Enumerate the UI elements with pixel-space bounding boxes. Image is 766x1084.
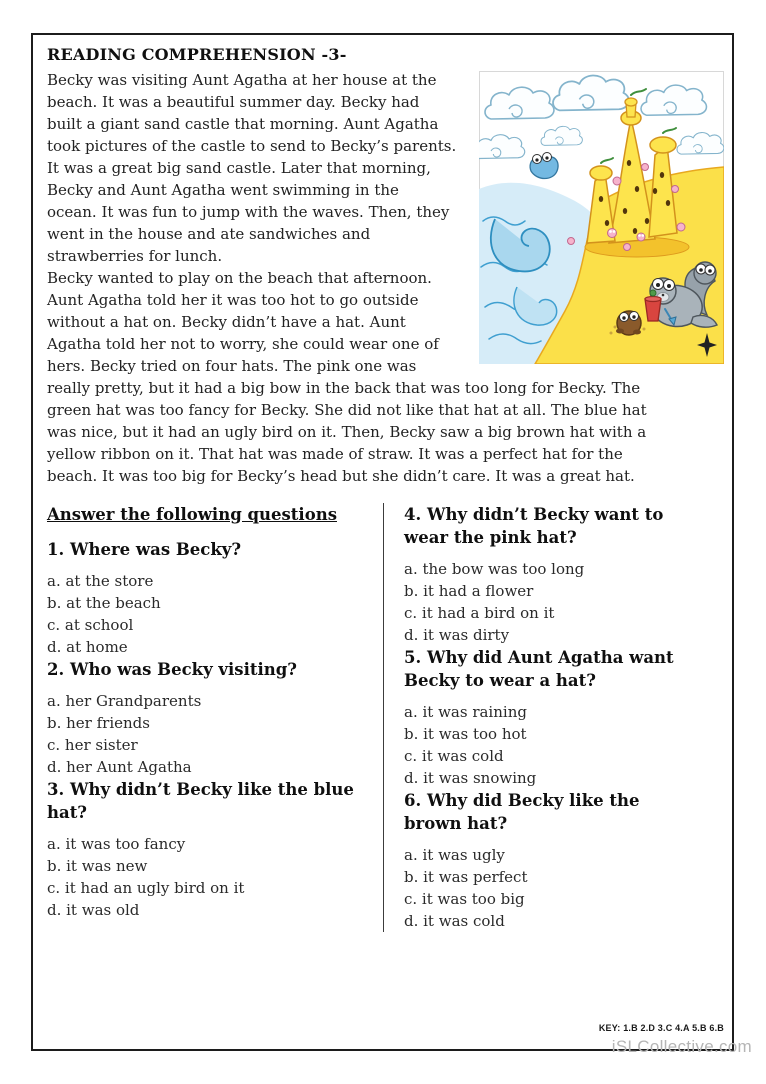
question-5-title: 5. Why did Aunt Agatha want Becky to wear a hat? (404, 648, 674, 690)
answer-key-values: 1.B 2.D 3.C 4.A 5.B 6.B (623, 1023, 724, 1033)
passage-line: Agatha told her not to worry, she could wear one of (47, 335, 439, 353)
passage-line: really pretty, but it had a big bow in the back that was too long for Becky. The (47, 379, 641, 397)
beach-sandcastle-illustration (479, 71, 724, 364)
question-3-option-d: d. it was old (47, 901, 140, 919)
question-6-option-a: a. it was ugly (404, 846, 505, 864)
answer-key-label: KEY: (598, 1023, 621, 1033)
passage-line: went in the house and ate sandwiches and (47, 225, 371, 243)
passage-line: yellow ribbon on it. That hat was made of straw. It was a perfect hat for the (47, 445, 623, 463)
question-1-option-b: b. at the beach (47, 594, 161, 612)
passage-line: ocean. It was fun to jump with the waves. Then, they (47, 203, 450, 221)
question-2-title: 2. Who was Becky visiting? (47, 660, 297, 679)
questions-heading: Answer the following questions (47, 505, 337, 524)
question-4-option-a: a. the bow was too long (404, 560, 585, 578)
question-3-title: 3. Why didn’t Becky like the blue hat? (47, 780, 354, 822)
passage-line: was nice, but it had an ugly bird on it. Then, Becky saw a big brown hat with a (47, 423, 647, 441)
question-5 (404, 646, 694, 789)
question-1 (47, 538, 371, 658)
passage-line: Becky was visiting Aunt Agatha at her house at the (47, 71, 437, 89)
worksheet-page (31, 33, 734, 1051)
passage-line: Aunt Agatha told her it was too hot to go outside (47, 291, 419, 309)
question-6-option-d: d. it was cold (404, 912, 505, 930)
question-4-option-d: d. it was dirty (404, 626, 510, 644)
passage-line: It was a great big sand castle. Later that morning, (47, 159, 431, 177)
watermark: iSLCollective.com (611, 1037, 752, 1056)
question-3-option-b: b. it was new (47, 857, 148, 875)
question-6-option-b: b. it was perfect (404, 868, 528, 886)
question-3-option-c: c. it had an ugly bird on it (47, 879, 245, 897)
passage-line: hers. Becky tried on four hats. The pink one was (47, 357, 417, 375)
question-1-title: 1. Where was Becky? (47, 540, 242, 559)
passage-line: strawberries for lunch. (47, 247, 223, 265)
question-3 (47, 778, 371, 921)
question-3-option-a: a. it was too fancy (47, 835, 186, 853)
question-4-title: 4. Why didn’t Becky want to wear the pink hat? (404, 505, 664, 547)
questions-column-right (384, 503, 718, 932)
passage-line: without a hat on. Becky didn’t have a hat. Aunt (47, 313, 406, 331)
question-2-option-a: a. her Grandparents (47, 692, 202, 710)
passage-line: green hat was too fancy for Becky. She did not like that hat at all. The blue hat (47, 401, 647, 419)
question-2-option-d: d. her Aunt Agatha (47, 758, 192, 776)
beach-illustration-svg (479, 71, 724, 364)
question-5-option-b: b. it was too hot (404, 725, 527, 743)
question-5-option-d: d. it was snowing (404, 769, 537, 787)
answer-key (599, 1023, 724, 1033)
question-1-option-a: a. at the store (47, 572, 154, 590)
passage-line: built a giant sand castle that morning. Aunt Agatha (47, 115, 439, 133)
worksheet-title: READING COMPREHENSION -3- (47, 45, 347, 64)
passage-line: took pictures of the castle to send to Becky’s parents. (47, 137, 457, 155)
question-4 (404, 503, 694, 646)
question-5-option-c: c. it was cold (404, 747, 504, 765)
question-4-option-b: b. it had a flower (404, 582, 534, 600)
question-1-option-c: c. at school (47, 616, 134, 634)
question-1-option-d: d. at home (47, 638, 128, 656)
question-6-option-c: c. it was too big (404, 890, 525, 908)
passage-line: Becky wanted to play on the beach that afternoon. (47, 269, 432, 287)
question-2-option-b: b. her friends (47, 714, 150, 732)
question-6-title: 6. Why did Becky like the brown hat? (404, 791, 640, 833)
passage-line: Becky and Aunt Agatha went swimming in the (47, 181, 399, 199)
question-6 (404, 789, 694, 932)
question-2-option-c: c. her sister (47, 736, 138, 754)
passage-line: beach. It was too big for Becky’s head but she didn’t care. It was a great hat. (47, 467, 635, 485)
question-2 (47, 658, 371, 778)
questions-section (47, 503, 718, 932)
passage-line: beach. It was a beautiful summer day. Becky had (47, 93, 420, 111)
question-5-option-a: a. it was raining (404, 703, 527, 721)
questions-column-left (47, 503, 383, 932)
question-4-option-c: c. it had a bird on it (404, 604, 555, 622)
